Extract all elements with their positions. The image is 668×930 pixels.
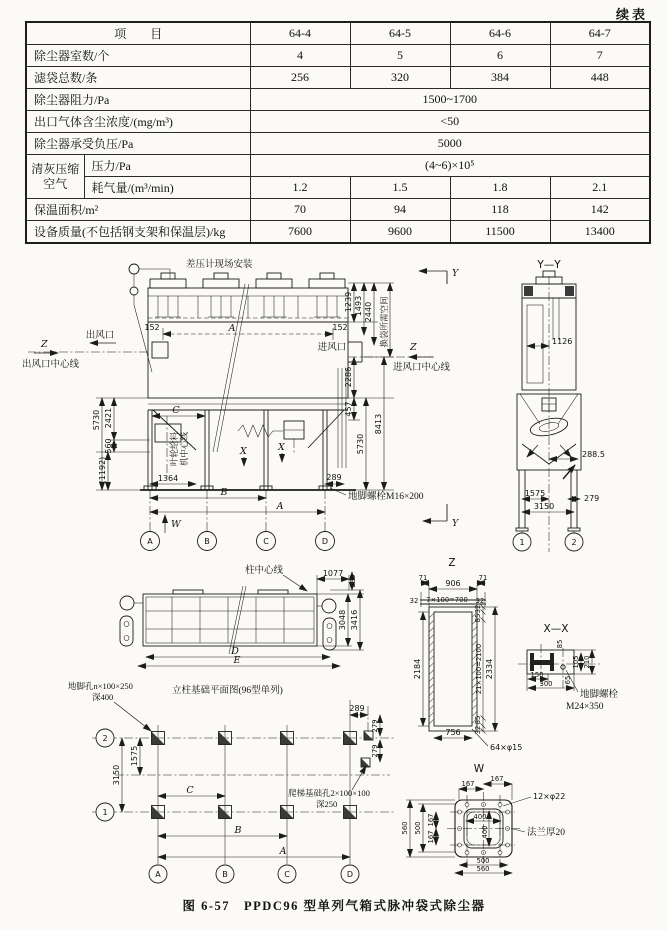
- anchor-bolt-label: 地脚螺栓: [580, 690, 619, 700]
- dim-label: 152: [332, 323, 348, 332]
- yy-section-view: [513, 259, 605, 552]
- foundation-plan: [68, 681, 396, 883]
- dim-label: 1126: [552, 337, 573, 346]
- axis-label: Z: [410, 342, 417, 353]
- grid-bubble: D: [321, 537, 329, 546]
- axis-label: Y: [452, 518, 459, 529]
- dim-label: 71: [418, 574, 428, 582]
- table-cell: 13400: [550, 221, 650, 244]
- dim-label: 560: [401, 821, 409, 835]
- table-cell: 94: [350, 199, 450, 221]
- dim-label: 500: [476, 857, 490, 865]
- dim-label: 1575: [524, 489, 546, 498]
- section-mark: X: [278, 442, 285, 453]
- grid-bubble: B: [204, 537, 210, 546]
- axis-label: W: [171, 519, 181, 530]
- grid-bubble: C: [284, 870, 290, 879]
- grid-bubble: A: [147, 537, 153, 546]
- dim-label: E: [233, 655, 241, 666]
- dim-label: 32: [475, 597, 485, 605]
- table-cell: (4~6)×10⁵: [250, 155, 650, 177]
- dim-label: 1077: [322, 569, 344, 578]
- dim-label: 560: [476, 865, 490, 873]
- dim-label: 288.5: [582, 450, 605, 459]
- dim-label: 167: [427, 813, 435, 827]
- dim-label: 1239: [344, 291, 353, 313]
- dim-label: 85: [556, 639, 564, 649]
- dim-label: 5730: [356, 433, 365, 455]
- dim-label: 400: [481, 825, 489, 839]
- table-cell: 256: [250, 67, 350, 89]
- table-cell: 除尘器阻力/Pa: [26, 89, 250, 111]
- table-cell: 320: [350, 67, 450, 89]
- dim-label: 152: [144, 323, 160, 332]
- figure-caption: 图 6-57 PPDC96 型单列气箱式脉冲袋式除尘器: [182, 899, 486, 913]
- dim-label: 2286: [344, 366, 353, 388]
- grid-bubble: 1: [102, 808, 108, 817]
- table-cell: 70: [250, 199, 350, 221]
- dim-label: 85: [474, 613, 482, 623]
- dim-label: 500: [414, 821, 422, 835]
- dim-label: 71: [478, 574, 488, 582]
- pulse-valves: [150, 273, 345, 317]
- bag-space-label: 换袋所需空间: [379, 296, 389, 348]
- ladder-hole-label: 深250: [316, 799, 338, 809]
- dim-label: 279: [371, 744, 379, 758]
- grid-bubble: B: [222, 870, 228, 879]
- dim-label: 167: [461, 780, 475, 788]
- view-title: Z: [448, 557, 456, 569]
- dim-label: 105: [572, 655, 580, 669]
- table-cell: 9600: [350, 221, 450, 244]
- table-cell: 64-4: [250, 22, 350, 45]
- table-cell: 1500~1700: [250, 89, 650, 111]
- dim-label: A: [228, 323, 236, 334]
- feeder-centerline-label: 机中心线: [179, 431, 189, 467]
- dim-label: C: [172, 405, 180, 416]
- dim-label: 3048: [338, 609, 347, 631]
- dim-label: 279: [371, 719, 379, 733]
- table-cell: 11500: [450, 221, 550, 244]
- outlet-label: 出风口: [85, 331, 115, 341]
- dim-label: 150: [530, 671, 544, 679]
- front-view: [22, 258, 460, 551]
- dim-label: (1192): [98, 456, 107, 484]
- anchor-bolt-label: 地脚螺栓M16×200: [348, 492, 424, 502]
- grid-bubble: C: [263, 537, 269, 546]
- dim-label: 167: [427, 830, 435, 844]
- dim-label: 1575: [130, 745, 139, 767]
- grid-bubble: D: [346, 870, 354, 879]
- table-cell: 清灰压缩空气: [26, 155, 84, 199]
- dim-label: 210: [583, 655, 591, 669]
- dim-label: 85: [474, 715, 482, 725]
- dim-label: 1493: [354, 295, 363, 317]
- dim-label: B: [234, 825, 242, 836]
- holes-label: 64×φ15: [490, 743, 523, 752]
- table-cell: <50: [250, 111, 650, 133]
- spring-symbol: [238, 425, 283, 437]
- column-centerline-label: 柱中心线: [245, 566, 284, 576]
- dim-label: 32: [474, 604, 482, 614]
- inlet-centerline-label: 进风口中心线: [393, 363, 451, 373]
- feeder-centerline-label: 叶轮给料: [169, 431, 179, 467]
- table-cell: 保温面积/m²: [26, 199, 250, 221]
- table-cell: 滤袋总数/条: [26, 67, 250, 89]
- table-cell: 64-7: [550, 22, 650, 45]
- table-cell: 7600: [250, 221, 350, 244]
- dim-label: 289: [326, 473, 342, 482]
- inlet-label: 进风口: [317, 343, 347, 353]
- table-cell: 1.2: [250, 177, 350, 199]
- table-continued-label: 续表: [615, 7, 648, 22]
- table-cell: 448: [550, 67, 650, 89]
- dim-label: 3150: [533, 502, 555, 511]
- dim-label: 2440: [364, 301, 373, 323]
- dim-label: 3150: [112, 764, 121, 786]
- hoist-hook-icon: [322, 599, 336, 613]
- table-cell: 6: [450, 45, 550, 67]
- table-cell: 7: [550, 45, 650, 67]
- dim-label: 2184: [413, 658, 422, 680]
- grid-bubble: 1: [519, 538, 525, 547]
- ladder-hole-label: 爬梯基础孔2×100×100: [288, 788, 370, 798]
- grid-bubble: A: [155, 870, 161, 879]
- table-cell: 除尘器室数/个: [26, 45, 250, 67]
- table-cell: 384: [450, 67, 550, 89]
- section-mark: X: [240, 446, 247, 457]
- dim-label: A: [279, 846, 287, 857]
- table-cell: 1.5: [350, 177, 450, 199]
- dim-label: 300: [539, 680, 553, 688]
- dim-label: 279: [584, 494, 600, 503]
- table-cell: 142: [550, 199, 650, 221]
- pressure-gauge-icon: [129, 264, 139, 274]
- dim-label: 32: [474, 725, 482, 735]
- dim-label: D: [231, 646, 239, 657]
- table-cell: 4: [250, 45, 350, 67]
- anchor-bolt-label: M24×350: [566, 702, 604, 712]
- hoist-hook-icon: [120, 596, 134, 610]
- xx-section-view: [518, 623, 619, 712]
- table-cell: 设备质量(不包括钢支架和保温层)/kg: [26, 221, 250, 244]
- view-title: X—X: [543, 623, 569, 635]
- grid-bubble: 2: [102, 734, 108, 743]
- dim-label: 2334: [485, 658, 494, 680]
- gauge-label: 差压计现场安装: [186, 260, 253, 270]
- table-cell: 64-5: [350, 22, 450, 45]
- grid-bubble: 2: [571, 538, 577, 547]
- anchor-hole-label: 地脚孔n×100×250: [68, 681, 133, 691]
- axis-label: Y: [452, 268, 459, 279]
- table-cell: 5000: [250, 133, 650, 155]
- table-cell: 除尘器承受负压/Pa: [26, 133, 250, 155]
- dim-label: 235: [349, 574, 357, 588]
- holes-label: 12×φ22: [533, 792, 566, 801]
- table-cell: 耗气量/(m³/min): [84, 177, 250, 199]
- dim-label: A: [276, 501, 284, 512]
- dim-label: 289: [349, 704, 365, 713]
- dim-label: 2421: [104, 407, 113, 429]
- dim-label: 560: [104, 438, 113, 454]
- table-cell: 118: [450, 199, 550, 221]
- table-cell: 2.1: [550, 177, 650, 199]
- dim-label: 65: [564, 675, 572, 685]
- anchor-hole-label: 深400: [92, 692, 114, 702]
- flange-label: 法兰厚20: [527, 828, 566, 838]
- dim-label: 167: [490, 775, 504, 783]
- w-view: [401, 763, 565, 873]
- view-title: 立柱基础平面图(96型单列): [172, 686, 283, 696]
- dim-label: C: [186, 785, 194, 796]
- table-cell: 64-6: [450, 22, 550, 45]
- table-cell: 5: [350, 45, 450, 67]
- dim-label: 7×100=700: [426, 596, 468, 604]
- table-cell: 项 目: [26, 22, 250, 45]
- table-cell: 1.8: [450, 177, 550, 199]
- outlet-port: [152, 342, 168, 358]
- dim-label: 5730: [92, 409, 101, 431]
- dim-label: 8413: [374, 413, 383, 435]
- dim-label: 32: [409, 597, 419, 605]
- view-title: W: [473, 763, 485, 775]
- view-title: Y—Y: [537, 259, 561, 271]
- dim-label: B: [220, 487, 228, 498]
- z-view: [410, 557, 523, 752]
- table-cell: 压力/Pa: [84, 155, 250, 177]
- dim-label: 906: [445, 579, 461, 588]
- dim-label: 756: [445, 728, 461, 737]
- axis-label: Z: [41, 339, 48, 350]
- outlet-centerline-label: 出风口中心线: [22, 360, 80, 370]
- dim-label: 457: [344, 401, 353, 417]
- dim-label: 21×100=2100: [475, 643, 483, 695]
- table-cell: 出口气体含尘浓度/(mg/m³): [26, 111, 250, 133]
- dim-label: 400: [473, 813, 487, 821]
- top-plan-view: [120, 564, 364, 666]
- dim-label: 3416: [350, 609, 359, 631]
- dim-label: 1364: [157, 474, 179, 483]
